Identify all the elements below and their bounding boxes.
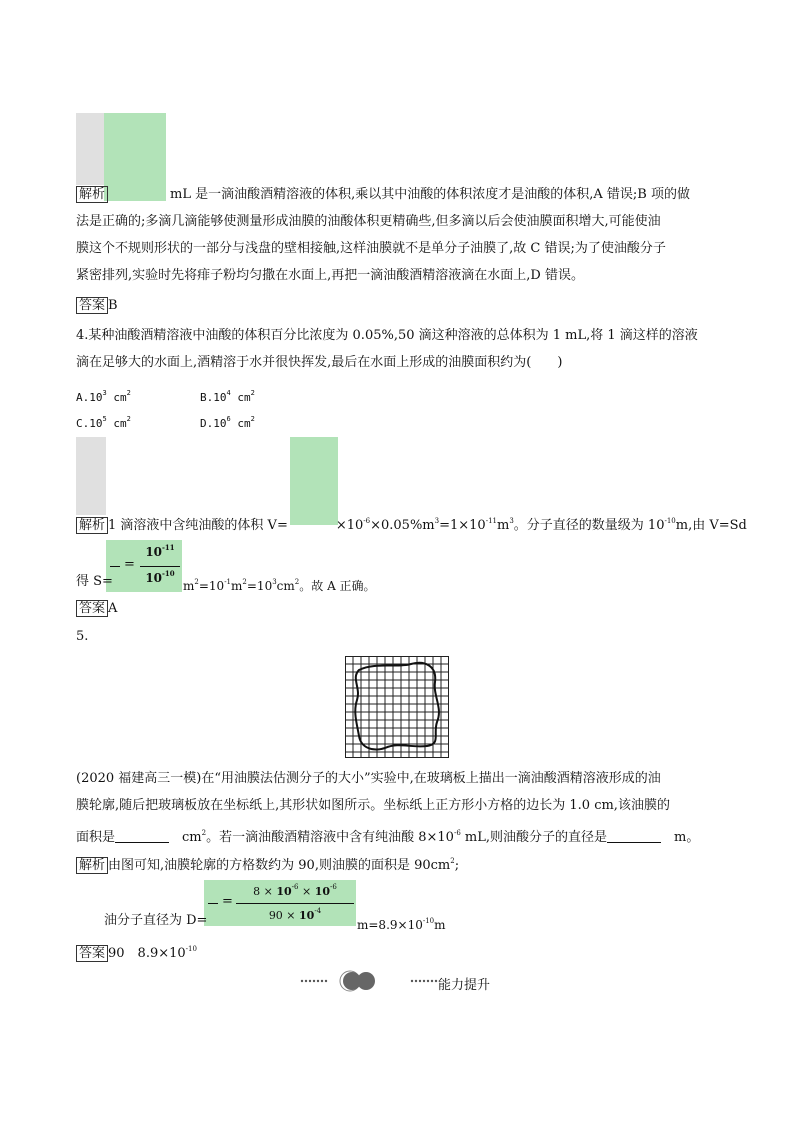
formula-dash: [208, 903, 218, 904]
fraction-numerator: $8 \times 10^{-6} \times 10^{-6}$: [253, 883, 337, 898]
fraction-bar: [140, 566, 180, 567]
placeholder-gray-block: [76, 437, 106, 515]
answer-value: A: [108, 601, 118, 616]
fraction-denominator: $90 \times 10^{-4}$: [268, 907, 322, 922]
answer-blank-diameter[interactable]: [607, 830, 661, 843]
decorative-circles-icon: [340, 971, 375, 991]
formula-equals: =: [222, 894, 233, 909]
q4-option-d: $D.10^6$ $cm^2$: [200, 415, 255, 430]
answer-value: B: [108, 298, 118, 313]
q4-answer-line: [76, 600, 117, 618]
q3-analysis-line3: 膜这个不规则形状的一部分与浅盘的壁相接触,这样油膜就不是单分子油膜了,故 C 错误;为了使油酸分子: [76, 241, 666, 256]
fraction-bar: [236, 903, 354, 904]
q5-answer-line: 答案 90 $8.9\times 10^{-10}$: [76, 940, 197, 963]
q4-option-b: $B.10^4$ $cm^2$: [200, 389, 255, 404]
q4-analysis-line2-rest: $m^2=10^{-1}m^2=10^3cm^2$。故 A 正确。: [183, 578, 376, 593]
fraction-numerator: $10^{-11}$: [145, 543, 175, 559]
q5-analysis-line1: 解析 由图可知,油膜轮廓的方格数约为 90,则油膜的面积是 $90cm^2$;: [76, 852, 459, 875]
q5-stem-line1: (2020 福建高三一模)在“用油膜法估测分子的大小”实验中,在玻璃板上描出一滴油酸酒精溶液形成的油: [76, 771, 661, 786]
answer-tag: 答案: [76, 945, 108, 962]
answer-blank-area[interactable]: [115, 830, 169, 843]
q4-analysis-line2-prefix: 得 S=: [76, 574, 113, 589]
section-title: 能力提升: [438, 978, 491, 993]
q4-stem-line1: 4.某种油酸酒精溶液中油酸的体积百分比浓度为 0.05%,50 滴这种溶液的总体积为 1 mL,将 1 滴这样的溶液: [76, 328, 698, 343]
formula-equals: =: [124, 557, 135, 572]
analysis-tag: 解析: [76, 857, 108, 874]
q3-analysis-line4: 紧密排列,实验时先将痱子粉均匀撒在水面上,再把一滴油酸酒精溶液滴在水面上,D 错误。: [76, 268, 584, 283]
analysis-tag: 解析: [76, 517, 108, 534]
answer-value: 90 8.9×10: [108, 946, 186, 961]
q4-option-a: $A.10^3$ $cm^2$: [76, 389, 131, 404]
q3-answer-line: [76, 297, 118, 315]
q5-number: 5.: [76, 629, 89, 644]
q4-analysis-line1: 解析 1 滴溶液中含纯油酸的体积 $V= \times 10^{-6}\times 0.05\%m^3=1\times 10^{-11}m^3$。分子直径的数量级为 $10^{-10}m$,由 V=Sd: [76, 512, 747, 535]
oil-film-grid-figure: [345, 656, 449, 762]
q5-stem-line2: 膜轮廓,随后把玻璃板放在坐标纸上,其形状如图所示。坐标纸上正方形小方格的边长为 1.0 cm,该油膜的: [76, 798, 670, 813]
q4-stem-line2: 滴在足够大的水面上,酒精溶于水并很快挥发,最后在水面上形成的油膜面积约为( ): [76, 355, 563, 370]
q3-analysis-line1: [76, 186, 690, 204]
analysis-tag: 解析: [76, 186, 108, 203]
q3-analysis-line2: 法是正确的;多滴几滴能够使测量形成油膜的油酸体积更精确些,但多滴以后会使油膜面积增大,可能使油: [76, 214, 661, 229]
answer-tag: 答案: [76, 600, 108, 617]
q5-stem-line3: 面积是 $cm^2$。若一滴油酸酒精溶液中含有纯油酸 $8\times 10^{-6}$ mL,则油酸分子的直径是 m。: [76, 829, 700, 845]
q5-analysis-line2-prefix: 油分子直径为 D=: [104, 913, 208, 928]
answer-tag: 答案: [76, 297, 108, 314]
q5-analysis-line2-rest: $m=8.9\times 10^{-10}m$: [357, 917, 446, 932]
placeholder-gray-block: [76, 113, 104, 185]
formula-dash: [110, 566, 120, 567]
analysis-text: mL 是一滴油酸酒精溶液的体积,乘以其中油酸的体积浓度才是油酸的体积,A 错误;B 项的做: [170, 187, 690, 202]
q4-option-c: $C.10^5$ $cm^2$: [76, 415, 131, 430]
fraction-denominator: $10^{-10}$: [145, 569, 175, 585]
